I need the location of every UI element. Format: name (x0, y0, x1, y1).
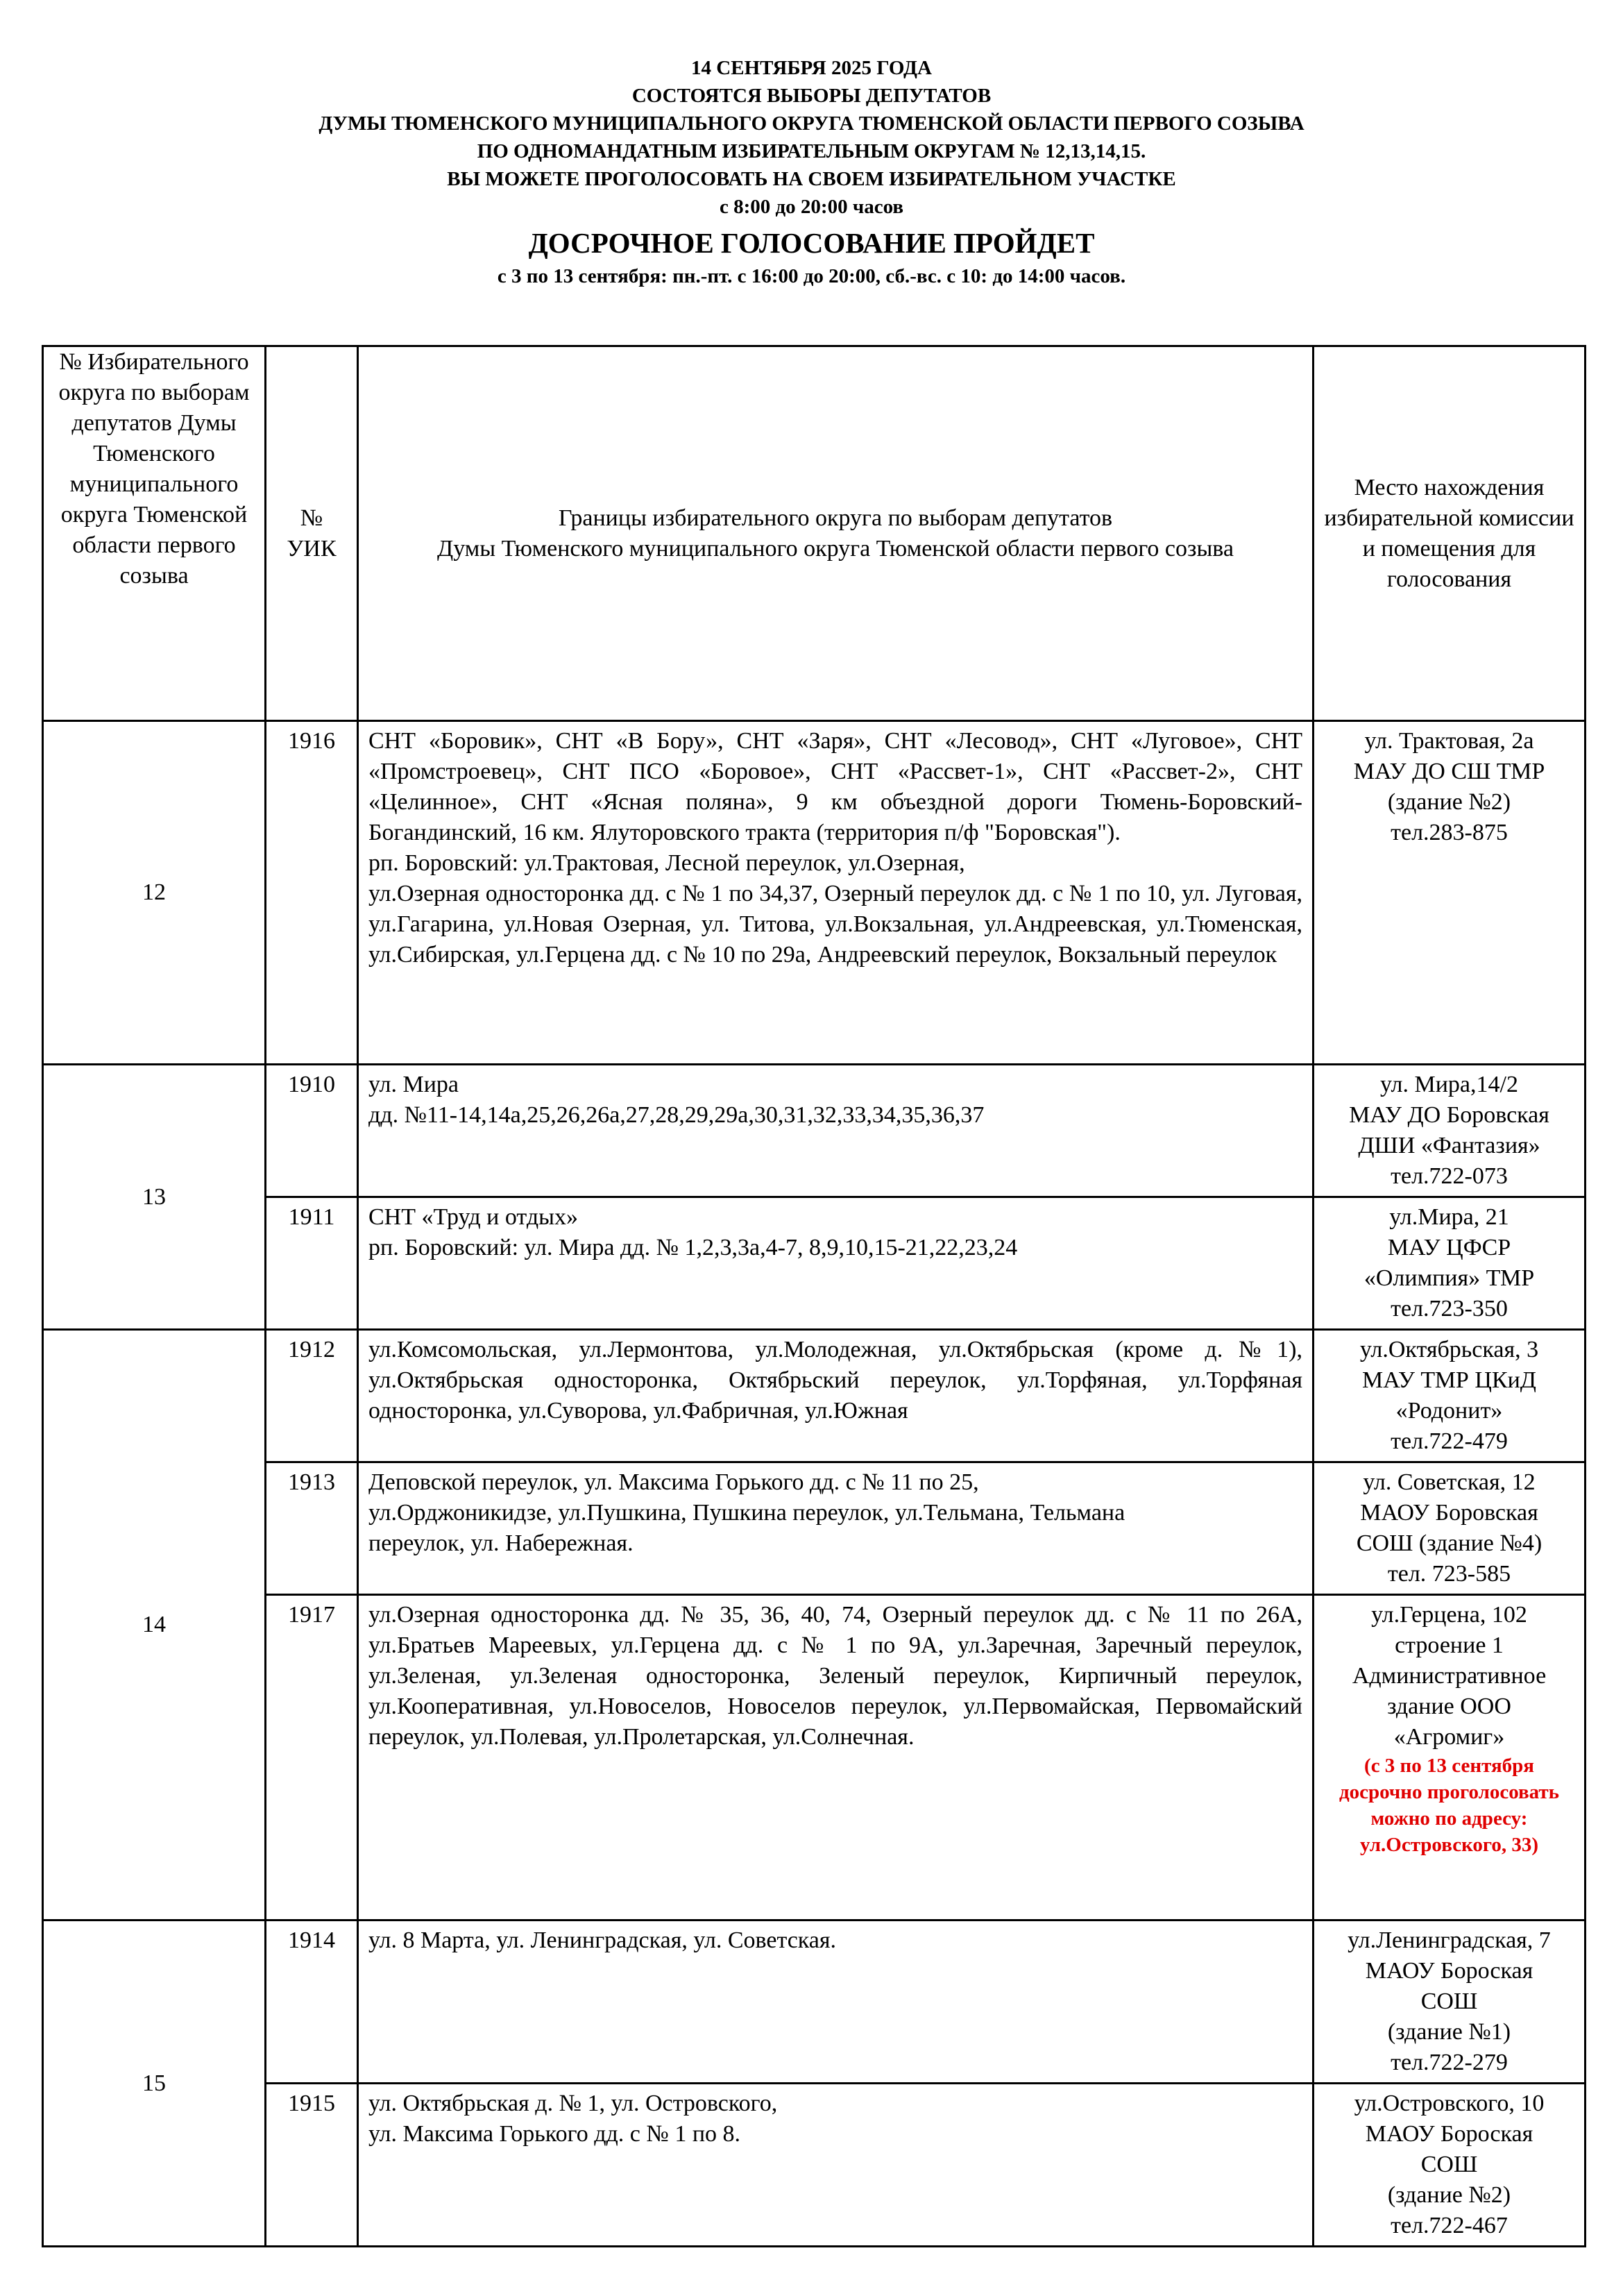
uik-number: 1911 (266, 1197, 358, 1330)
polling-place: ул. Мира,14/2 МАУ ДО Боровская ДШИ «Фантазия» тел.722-073 (1314, 1065, 1586, 1197)
table-header-row (43, 346, 1586, 721)
district-bounds: ул. Октябрьская д. № 1, ул. Островского, ул. Максима Горького дд. с № 1 по 8. (358, 2084, 1314, 2247)
table-row (43, 1921, 1586, 2084)
polling-place: ул.Герцена, 102 строение 1 Административное здание ООО «Агромиг» (с 3 по 13 сентября досрочно проголосовать можно по адресу: ул.Островского, 33) (1314, 1595, 1586, 1921)
district-bounds: ул.Озерная односторонка дд. № 35, 36, 40, 74, Озерный переулок дд. с № 11 по 26А, ул.Братьев Мареевых, ул.Герцена дд. с № 1 по 9А, ул.Заречная, Заречный переулок, ул.Зеленая, ул.Зеленая односторонка, Зеленый переулок, Кирпичный переулок, ул.Кооперативная, ул.Новоселов, Новоселов переулок, ул.Первомайская, Первомайский переулок, ул.Полевая, ул.Пролетарская, ул.Солнечная. (358, 1595, 1314, 1921)
early-voting-note: (с 3 по 13 сентября досрочно проголосовать можно по адресу: ул.Островского, 33) (1339, 1755, 1560, 1856)
table-row (43, 1197, 1586, 1330)
uik-number: 1913 (266, 1462, 358, 1595)
district-bounds: ул. 8 Марта, ул. Ленинградская, ул. Советская. (358, 1921, 1314, 2084)
table-row (43, 1595, 1586, 1921)
notice-header (0, 54, 1623, 290)
uik-number: 1914 (266, 1921, 358, 2084)
okrug-number: 14 (43, 1330, 266, 1921)
okrug-number: 12 (43, 721, 266, 1065)
early-voting-title: ДОСРОЧНОЕ ГОЛОСОВАНИЕ ПРОЙДЕТ (528, 227, 1095, 259)
polling-place: ул.Мира, 21 МАУ ЦФСР «Олимпия» ТМР тел.723-350 (1314, 1197, 1586, 1330)
column-header-place: Место нахождения избирательной комиссии и помещения для голосования (1314, 346, 1586, 721)
polling-place: ул.Октябрьская, 3 МАУ ТМР ЦКиД «Родонит» тел.722-479 (1314, 1330, 1586, 1462)
district-bounds: ул.Комсомольская, ул.Лермонтова, ул.Молодежная, ул.Октябрьская (кроме д.№1), ул.Октябрьская односторонка, Октябрьский переулок, ул.Торфяная, ул.Торфяная односторонка, ул.Суворова, ул.Фабричная, ул.Южная (358, 1330, 1314, 1462)
table-row (43, 2084, 1586, 2247)
polling-place: ул. Советская, 12 МАОУ Боровская СОШ (здание №4) тел. 723-585 (1314, 1462, 1586, 1595)
okrug-number: 13 (43, 1065, 266, 1330)
early-voting-dates: с 3 по 13 сентября: пн.-пт. с 16:00 до 20:00, сб.-вс. с 10: до 14:00 часов. (497, 265, 1126, 287)
district-bounds: СНТ «Боровик», СНТ «В Бору», СНТ «Заря», СНТ «Лесовод», СНТ «Луговое», СНТ «Промстроевец», СНТ ПСО «Боровое», СНТ «Рассвет-1», СНТ «Рассвет-2», СНТ «Целинное», СНТ «Ясная поляна», 9 км объездной дороги Тюмень-Боровский-Богандинский, 16 км. Ялуторовского тракта (территория п/ф "Боровская"). рп. Боровский: ул.Трактовая, Лесной переулок, ул.Озерная, ул.Озерная односторонка дд. с № 1 по 34,37, Озерный переулок дд. с № 1 по 10, ул. Луговая, ул.Гагарина, ул.Новая Озерная, ул. Титова, ул.Вокзальная, ул.Андреевская, ул.Тюменская, ул.Сибирская, ул.Герцена дд. с № 10 по 29а, Андреевский переулок, Вокзальный переулок (358, 721, 1314, 1065)
column-header-uik: № УИК (266, 346, 358, 721)
district-bounds: ул. Мира дд. №11-14,14а,25,26,26а,27,28,29,29а,30,31,32,33,34,35,36,37 (358, 1065, 1314, 1197)
voting-hours: с 8:00 до 20:00 часов (719, 196, 904, 218)
column-header-bounds: Границы избирательного округа по выборам депутатов Думы Тюменского муниципального округа Тюменской области первого созыва (358, 346, 1314, 721)
table-row (43, 1065, 1586, 1197)
uik-number: 1915 (266, 2084, 358, 2247)
uik-number: 1917 (266, 1595, 358, 1921)
header-line-2: СОСТОЯТСЯ ВЫБОРЫ ДЕПУТАТОВ (631, 85, 992, 107)
districts-table (42, 345, 1586, 2247)
election-date: 14 СЕНТЯБРЯ 2025 ГОДА (691, 57, 932, 79)
polling-place: ул.Ленинградская, 7 МАОУ Бороская СОШ (здание №1) тел.722-279 (1314, 1921, 1586, 2084)
uik-number: 1910 (266, 1065, 358, 1197)
uik-number: 1912 (266, 1330, 358, 1462)
table-row (43, 721, 1586, 1065)
table-row (43, 1462, 1586, 1595)
table-row (43, 1330, 1586, 1462)
header-line-5: ВЫ МОЖЕТЕ ПРОГОЛОСОВАТЬ НА СВОЕМ ИЗБИРАТЕЛЬНОМ УЧАСТКЕ (447, 168, 1176, 190)
polling-place: ул. Трактовая, 2а МАУ ДО СШ ТМР (здание №2) тел.283-875 (1314, 721, 1586, 1065)
uik-number: 1916 (266, 721, 358, 1065)
district-bounds: СНТ «Труд и отдых» рп. Боровский: ул. Мира дд. № 1,2,3,3а,4-7, 8,9,10,15-21,22,23,24 (358, 1197, 1314, 1330)
header-line-4: ПО ОДНОМАНДАТНЫМ ИЗБИРАТЕЛЬНЫМ ОКРУГАМ № 12,13,14,15. (477, 140, 1146, 162)
okrug-number: 15 (43, 1921, 266, 2247)
column-header-okrug: № Избирательного округа по выборам депутатов Думы Тюменского муниципального округа Тюменской области первого созыва (43, 346, 266, 721)
polling-place: ул.Островского, 10 МАОУ Бороская СОШ (здание №2) тел.722-467 (1314, 2084, 1586, 2247)
district-bounds: Деповской переулок, ул. Максима Горького дд. с № 11 по 25, ул.Орджоникидзе, ул.Пушкина, Пушкина переулок, ул.Тельмана, Тельмана переулок, ул. Набережная. (358, 1462, 1314, 1595)
header-line-3: ДУМЫ ТЮМЕНСКОГО МУНИЦИПАЛЬНОГО ОКРУГА ТЮМЕНСКОЙ ОБЛАСТИ ПЕРВОГО СОЗЫВА (318, 112, 1305, 135)
